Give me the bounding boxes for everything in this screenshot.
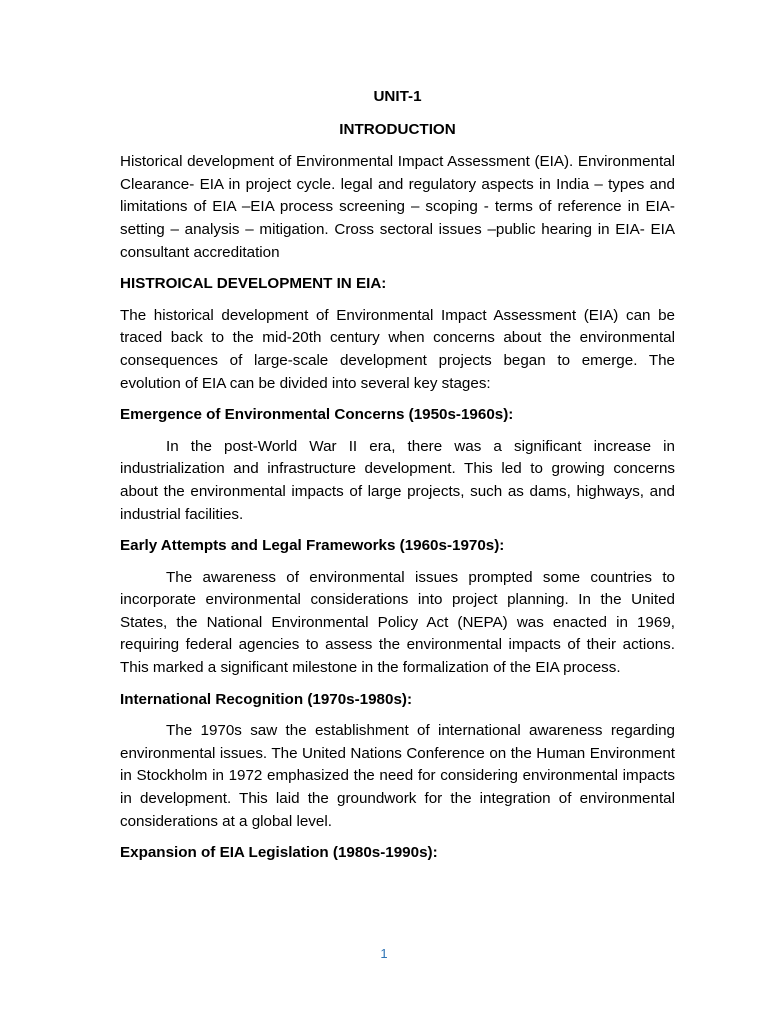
document-page xyxy=(120,86,675,874)
main-paragraph: The historical development of Environmental Impact Assessment (EIA) can be traced back to the mid-20th century when concerns about the environmental consequences of large-scale development projects began to emerge. The evolution of EIA can be divided into several key stages: xyxy=(120,306,675,392)
section-title: INTRODUCTION xyxy=(339,120,456,138)
unit-title: UNIT-1 xyxy=(373,88,422,105)
section-heading-expansion: Expansion of EIA Legislation (1980s-1990s): xyxy=(120,844,438,862)
section-text-international: The 1970s saw the establishment of international awareness regarding environmental issues. The United Nations Conference on the Human Environment in Stockholm in 1972 emphasized the need for considering environmental impacts in development. This laid the groundwork for the integration of environmental considerations at a global level. xyxy=(120,722,675,830)
section-heading-international: International Recognition (1970s-1980s): xyxy=(120,690,413,708)
section-text-emergence: In the post-World War II era, there was a significant increase in industrialization and infrastructure development. This led to growing concerns about the environmental impacts of large projects, such as dams, highways, and industrial facilities. xyxy=(120,437,675,523)
section-text-early-attempts: The awareness of environmental issues prompted some countries to incorporate environmental considerations into project planning. In the United States, the National Environmental Policy Act (NEPA) was enacted in 1969, requiring federal agencies to assess the environmental impacts of their actions. This marked a significant milestone in the formalization of the EIA process. xyxy=(120,568,675,677)
section-heading-early-attempts: Early Attempts and Legal Frameworks (1960s-1970s): xyxy=(120,537,505,555)
page-number: 1 xyxy=(380,946,388,961)
section-heading-emergence: Emergence of Environmental Concerns (1950s-1960s): xyxy=(120,406,514,424)
intro-paragraph: Historical development of Environmental Impact Assessment (EIA). Environmental Clearance- EIA in project cycle. legal and regulatory aspects in India – types and limitations of EIA –EIA process screening – scoping - terms of reference in EIA- setting – analysis – mitigation. Cross sectoral issues –public hearing in EIA- EIA consultant accreditation xyxy=(120,153,675,261)
main-heading: HISTROICAL DEVELOPMENT IN EIA: xyxy=(120,275,387,293)
